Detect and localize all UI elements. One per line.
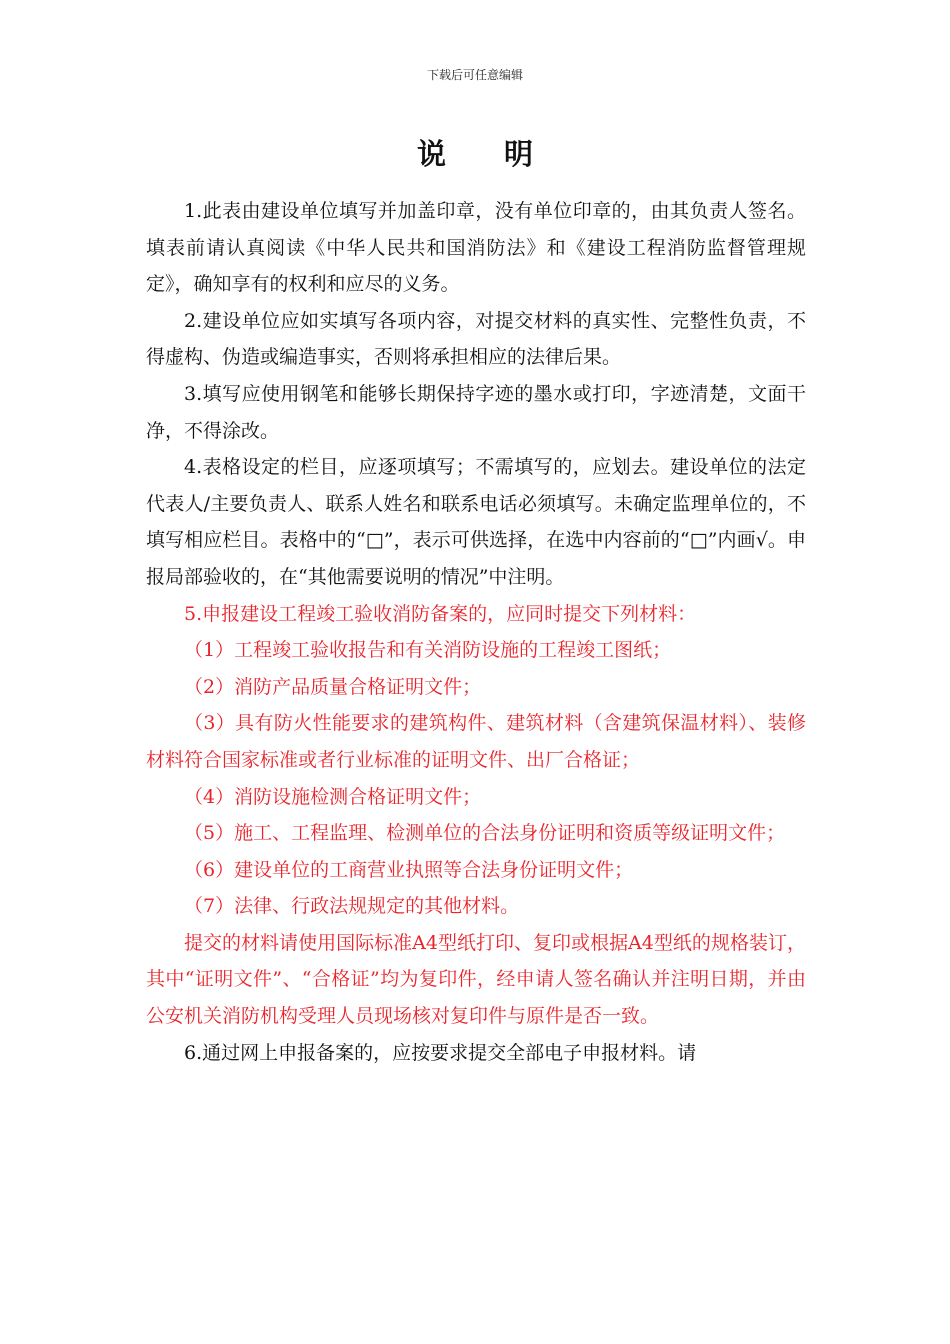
paragraph-2: 2.建设单位应如实填写各项内容，对提交材料的真实性、完整性负责，不得虚构、伪造或编造事实，否则将承担相应的法律后果。 (146, 309, 806, 369)
header-note: 下载后可任意编辑 (426, 68, 523, 82)
paragraph-3: 3.填写应使用钢笔和能够长期保持字迹的墨水或打印，字迹清楚，文面干净，不得涂改。 (146, 382, 806, 442)
list-item-3: （3）具有防火性能要求的建筑构件、建筑材料（含建筑保温材料）、装修材料符合国家标准或者行业标准的证明文件、出厂合格证； (146, 712, 806, 771)
paragraph-4: 4.表格设定的栏目，应逐项填写；不需填写的，应划去。建设单位的法定代表人/主要负责人、联系人姓名和联系电话必须填写。未确定监理单位的，不填写相应栏目。表格中的“□”，表示可供选择，在选中内容前的“□”内画√。申报局部验收的，在“其他需要说明的情况”中注明。 (146, 456, 806, 588)
paragraph-5: 5.申报建设工程竣工验收消防备案的，应同时提交下列材料： (184, 602, 697, 625)
list-item-2: （2）消防产品质量合格证明文件； (184, 675, 482, 698)
page-title (0, 132, 950, 173)
list-item-6: （6）建设单位的工商营业执照等合法身份证明文件； (184, 858, 634, 881)
instructions-body (146, 193, 806, 1071)
paragraph-6: 6.通过网上申报备案的，应按要求提交全部电子申报材料。请 (184, 1041, 697, 1064)
title-char-1: 说 (416, 137, 446, 171)
list-item-4: （4）消防设施检测合格证明文件； (184, 785, 482, 808)
list-item-1: （1）工程竣工验收报告和有关消防设施的工程竣工图纸； (184, 639, 672, 662)
paragraph-1: 1.此表由建设单位填写并加盖印章，没有单位印章的，由其负责人签名。填表前请认真阅读《中华人民共和国消防法》和《建设工程消防监督管理规定》，确知享有的权利和应尽的义务。 (146, 200, 806, 296)
list-item-7: （7）法律、行政法规规定的其他材料。 (184, 895, 520, 918)
list-item-5: （5）施工、工程监理、检测单位的合法身份证明和资质等级证明文件； (184, 822, 786, 845)
title-char-2: 明 (504, 137, 534, 171)
submission-note: 提交的材料请使用国际标准A4型纸打印、复印或根据A4型纸的规格装订，其中“证明文件”、“合格证”均为复印件，经申请人签名确认并注明日期，并由公安机关消防机构受理人员现场核对复印件与原件是否一致。 (146, 931, 806, 1028)
